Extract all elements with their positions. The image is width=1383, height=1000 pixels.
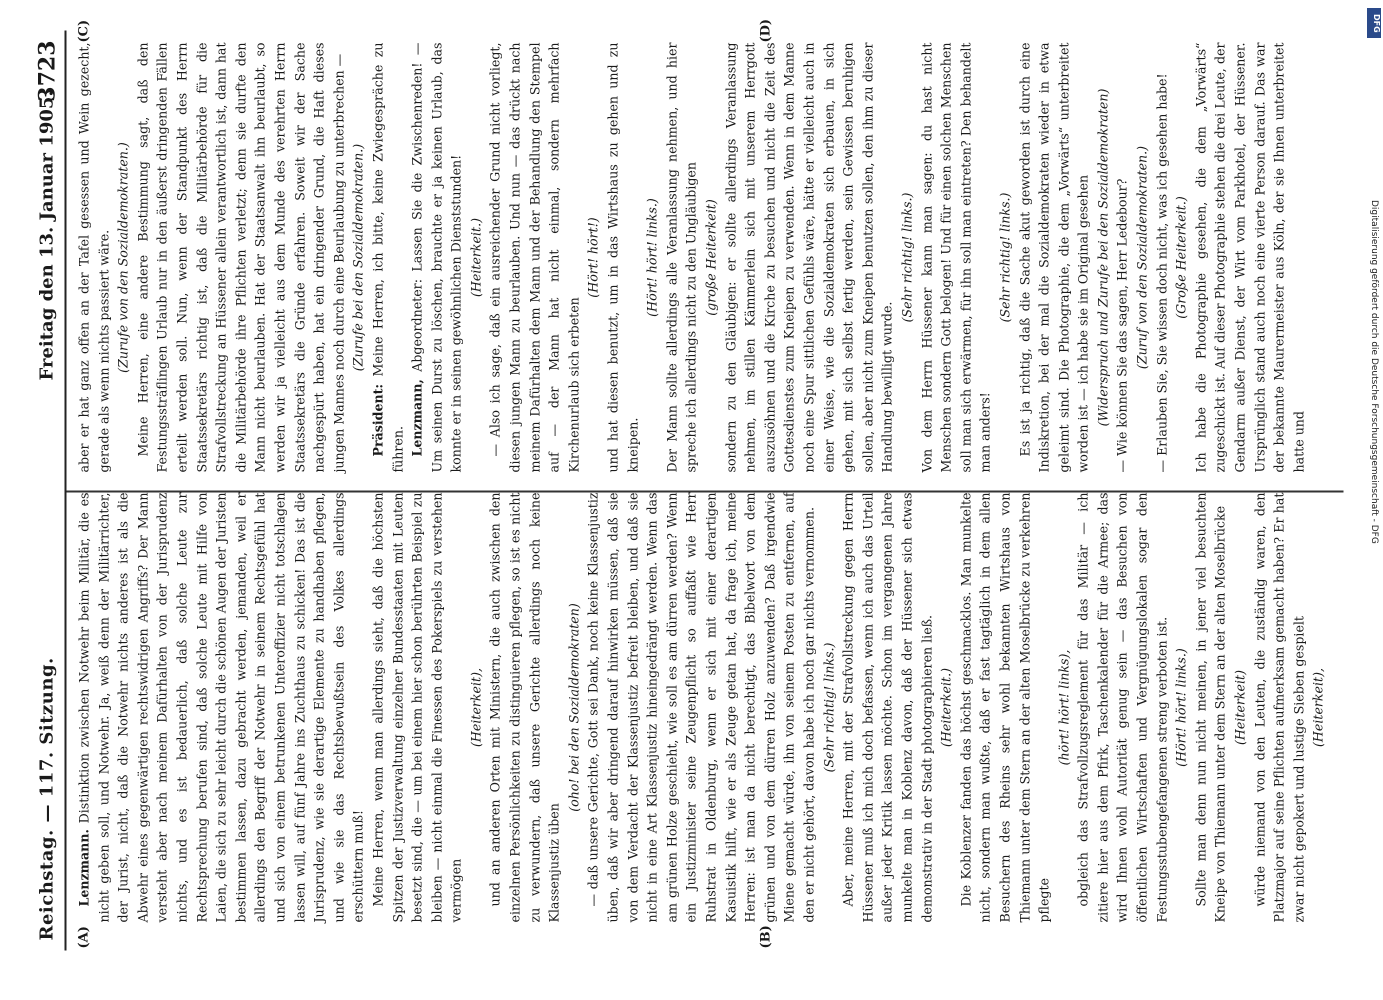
paragraph-text: (Heiterkeit.) [938, 667, 954, 747]
paragraph-text: Von dem Herrn Hüssener kann man sagen: du hast nicht Menschen sondern Gott belogen! Und für einen solchen Menschen soll man sich erwärmen, für ihn soll man eintreten? Den behandelt man anders! [918, 42, 993, 472]
text-column-right [74, 42, 1308, 472]
interjection [1308, 492, 1328, 922]
interjection [701, 42, 721, 472]
paragraph [485, 492, 563, 922]
paragraph-text: sondern zu den Gläubigen: er sollte allerdings Veranlassung nehmen, im stillen Kämmerlein sich mit unserem Herrgott auszusöhnen und die Kirche zu besuchen und nicht die Zeit des Gottesdienstes zum Kneipen zu verwenden. Wenn in dem Manne noch eine Spur sittlichen Gefühls wäre, hätte er vielleicht auch in einer Weise, wie die Sozialdemokraten sich erbauen, in sich gehen, mit sich selbst fertig werden, sein Gewissen beruhigen sollen, aber nicht zum Kneipen benutzen sollen, den ihm zu dieser Handlung bewilligt wurde. [722, 42, 895, 472]
digitization-credit [1365, 200, 1379, 800]
credit-text: Digitalisierung gefördert durch die Deutsche Forschungsgemeinschaft - DFG [1369, 200, 1379, 544]
paragraph [1112, 42, 1132, 472]
paragraph-text: (Heiterkeit), [467, 667, 483, 747]
interjection [642, 42, 662, 472]
paragraph [662, 42, 701, 472]
paragraph [1015, 42, 1093, 472]
margin-marker-a: (A) [76, 925, 91, 948]
interjection [1132, 42, 1152, 472]
paragraph-text: (Zurufe von den Sozialdemokraten.) [115, 141, 131, 373]
interjection [1171, 42, 1191, 472]
paragraph-text: und hat diesen benutzt, um in das Wirtshaus zu gehen und zu kneipen. [605, 42, 640, 472]
interjection [936, 492, 956, 922]
interjection [348, 42, 368, 472]
paragraph [1191, 492, 1230, 922]
paragraph-text: Es ist ja richtig, daß die Sache akut geworden ist durch eine Indiskretion, bei der mal die Sozialdemokraten wieder in etwa geleimt sind. Die Photographie, die dem „Vorwärts“ unterbreitet worden ist — ich habe sie im Original gesehen [1016, 42, 1091, 472]
paragraph-text: (Sehr richtig! links.) [820, 642, 836, 772]
paragraph-text: Sollte man denn nun nicht meinen, in jener viel besuchten Kneipe von Thiemann unter dem Stern an der alten Moselbrücke [1192, 492, 1228, 922]
paragraph-text: (Zurufe bei den Sozialdemokraten.) [350, 143, 366, 371]
paragraph-text: (Hört! hört! links.) [1173, 647, 1189, 767]
interjection [1093, 42, 1113, 472]
interjection [819, 492, 839, 922]
paragraph-text: — daß unsere Gerichte, Gott sei Dank, noch keine Klassenjustiz üben, daß wir aber dringend darauf hinwirken müssen, daß sie von dem Verdacht der Klassenjustiz befreit bleiben, und daß sie nicht in eine Art Klassenjustiz hineingedrängt werden. Wenn das am grünen Holze geschieht, wie soll es am dürren werden? Wenn ein Justizminister seine Zeugenpflicht so auffaßt wie Herr Ruhstrat in Oldenburg, wenn er sich mit einer derartigen Kasuistik hilft, wie er als Zeuge getan hat, da frage ich, meine Herren: ist man da nicht berechtigt, das Bibelwort von dem grünen und von dem dürren Holz anzuwenden? Daß irgendwie Miene gemacht würde, ihn von seinem Posten zu entfernen, auf den er nicht gehört, davon habe ich noch gar nichts vernommen. [585, 492, 816, 922]
page-number: 3723 [34, 40, 60, 102]
speaker-name: Lenzmann, [409, 378, 425, 456]
paragraph-text: Der Mann sollte allerdings alle Veranlassung nehmen, und hier spreche ich allerdings nicht zu den Ungläubigen [663, 42, 699, 472]
paragraph [583, 492, 818, 922]
paragraph [74, 42, 113, 472]
paragraph [603, 42, 642, 472]
paragraph [1250, 492, 1309, 922]
paragraph-text: Meine Herren, wenn man allerdings sieht, daß die höchsten Spitzen der Justizverwaltung einzelner Bundesstaaten mit Leuten besetzt sind, die — um bei einem hier schon berührten Beispiel zu bleiben — nicht einmal die Finessen des Pokerspiels zu verstehen vermögen [369, 492, 464, 922]
paragraph-text: (Heiterkeit.) [467, 217, 483, 297]
paragraph-text: (Heiterkeit) [1232, 669, 1248, 745]
interjection [995, 42, 1015, 472]
paragraph-text: — Erlauben Sie, Sie wissen doch nicht, was ich gesehen habe! [1153, 72, 1169, 472]
paragraph [838, 492, 936, 922]
speaker-name: Lenzmann. [76, 828, 91, 906]
interjection [564, 492, 584, 922]
paragraph-text: (Hört! hört!) [585, 216, 601, 298]
interjection [1230, 492, 1250, 922]
paragraph-text: Distinktion zwischen Notwehr beim Militär, die es nicht geben soll, und Notwehr. Ja, weiß denn der Militärrichter, der Jurist, nicht, daß die Notwehr nichts anderes ist als die Abwehr eines gegenwärtigen rechtswidrigen Angriffs? Der Mann versteht aber nach meinem Dafürhalten von der Jurisprudenz nichts, und es ist bedauerlich, daß solche Leute zur Rechtsprechung berufen sind, daß solche Leute mit Hilfe von Laien, die sich zu sehr leicht durch die schönen Augen der Juristen bestimmen lassen, dazu gebracht werden, jemanden, weil er allerdings den Begriff der Notwehr in seinem Rechtsgefühl hat und sich von einem betrunkenen Unteroffizier nicht totschlagen lassen will, auf fünf Jahre ins Zuchthaus zu schicken! Das ist die Jurisprudenz, wie sie derartige Elemente zu handhaben pflegen, und wie sie das Rechtsbewußtsein des Volkes allerdings erschüttern muß! [76, 492, 366, 922]
paragraph [1191, 42, 1309, 472]
paragraph-text: (oho! bei den Sozialdemokraten) [565, 602, 581, 812]
interjection [583, 42, 603, 472]
paragraph-text: (Zuruf von den Sozialdemokraten.) [1134, 145, 1150, 369]
paragraph [1152, 42, 1172, 472]
paragraph-text: aber er hat ganz offen an der Tafel gesessen und Wein gezecht, gerade als wenn nichts passiert wäre. [76, 42, 111, 472]
paragraph [368, 42, 407, 472]
paragraph-text: Abgeordneter: Lassen Sie die Zwischenreden! — Um seinen Durst zu löschen, brauchte er ja keinen Urlaub, das konnte er in seinen gewöhnlichen Dienststunden! [409, 42, 464, 472]
paragraph-text: (Große Heiterkeit.) [1173, 195, 1189, 319]
paragraph-text: (Heiterkeit), [1310, 667, 1326, 747]
paragraph [74, 492, 368, 922]
text-column-left [74, 492, 1328, 922]
margin-marker-d: (D) [758, 18, 773, 42]
paragraph [407, 42, 466, 472]
interjection [466, 42, 486, 472]
paragraph [368, 492, 466, 922]
paragraph-text: obgleich das Strafvollzugsreglement für das Militär — ich zitiere hier aus dem Pfirk, Taschenkalender für die Armee; das wird Ihnen wohl Autorität genug sein — das Besuchen von öffentlichen Wirtschaften und Vergnügungslokalen sogar den Festungsstubengefangenen streng verboten ist. [1075, 492, 1169, 922]
interjection [1171, 492, 1191, 922]
paragraph-text: (Hört! hört! links.) [644, 197, 660, 317]
interjection [897, 42, 917, 472]
paragraph-text: (hört! hört! links), [1055, 649, 1071, 765]
paragraph-text: — Also ich sage, daß ein ausreichender Grund nicht vorliegt, diesen jungen Mann zu beurlauben. Und nun — das drückt nach meinem Dafürhalten dem Mann und der Behandlung den Stempel auf — der Mann hat nicht einmal, sondern mehrfach Kirchenurlaub sich erbeten [487, 42, 581, 472]
interjection [1054, 492, 1074, 922]
paragraph-text: würde niemand von den Leuten, die zuständig waren, den Platzmajor auf seine Pflichten aufmerksam gemacht haben? Er hat zwar nicht gepokert und lustige Sieben gespielt [1251, 492, 1306, 922]
paragraph-text: und an anderen Orten mit Ministern, die auch zwischen den einzelnen Persönlichkeiten zu distinguieren pflegen, so ist es nicht zu verwundern, daß unsere Gerichte allerdings noch keine Klassenjustiz üben [487, 492, 562, 922]
dfg-logo: DFG [1367, 8, 1381, 38]
paragraph [917, 42, 995, 472]
paragraph-text: (Widerspruch und Zurufe bei den Sozialdemokraten) [1094, 88, 1110, 426]
margin-marker-c: (C) [76, 19, 91, 42]
interjection [466, 492, 486, 922]
speaker-name: Präsident: [369, 383, 385, 456]
paragraph-text: (große Heiterkeit) [703, 198, 718, 316]
paragraph [485, 42, 583, 472]
paragraph-text: Aber, meine Herren, mit der Strafvollstreckung gegen Herrn Hüssener muß ich mich doch befassen, wenn ich auch das Urteil außer jeder Kritik lassen möchte. Schon im vergangenen Jahre munkelte man in Koblenz davon, daß der Hüssener sich etwas demonstrativ in der Stadt photographieren ließ. [840, 492, 934, 922]
interjection [113, 42, 133, 472]
page-header [28, 40, 68, 940]
paragraph [1073, 492, 1171, 922]
paragraph-text: (Sehr richtig! links.) [996, 192, 1012, 322]
header-date: Freitag den 13. Januar 1905. [36, 89, 57, 380]
paragraph-text: Die Koblenzer fanden das höchst geschmacklos. Man munkelte nicht, sondern man wußte, daß er fast tagtäglich in dem allen Besuchern des Rheins sehr wohl bekannten Wirtshaus von Thiemann unter dem Stern an der alten Moselbrücke zu verkehren pflegte [957, 492, 1052, 922]
paragraph-text: Meine Herren, eine andere Bestimmung sagt, daß den Festungssträflingen Urlaub nur in den äußerst dringenden Fällen erteilt werden soll. Nun, wenn der Standpunkt des Herrn Staatssekretärs richtig ist, daß die Militärbehörde für die Strafvollstreckung an Hüssener allein verantwortlich ist, dann hat die Militärbehörde ihre Pflichten verletzt; denn sie durfte den Mann nicht beurlauben. Hat der Staatsanwalt ihn beurlaubt, so werden wir ja vielleicht aus dem Munde des verehrten Herrn Staatssekretärs die Gründe erfahren. Soweit wir der Sache nachgespürt haben, hat ein dringender Grund, die Haft dieses jungen Mannes noch durch eine Beurlaubung zu unterbrechen — [134, 42, 346, 472]
paragraph [956, 492, 1054, 922]
header-left: Reichstag. — 117. Sitzung. [36, 656, 57, 940]
paragraph-text: Ich habe die Photographie gesehen, die dem „Vorwärts“ zugeschickt ist. Auf dieser Photographie stehen die drei Leute, der Gendarm außer Dienst, der Wirt vom Parkhotel, der Hüssener. Ursprünglich stand auch noch eine vierte Person darauf. Das war der bekannte Maurermeister aus Köln, der sie Ihnen unterbreitet hatte und [1192, 42, 1306, 472]
paragraph-text: — Wie können Sie das sagen, Herr Ledebour? [1114, 178, 1130, 472]
paragraph [721, 42, 897, 472]
paragraph [133, 42, 349, 472]
margin-marker-b: (B) [758, 924, 773, 948]
paragraph-text: (Sehr richtig! links.) [898, 192, 914, 322]
paragraph-text: Meine Herren, ich bitte, keine Zwiegespräche zu führen. [369, 42, 405, 472]
